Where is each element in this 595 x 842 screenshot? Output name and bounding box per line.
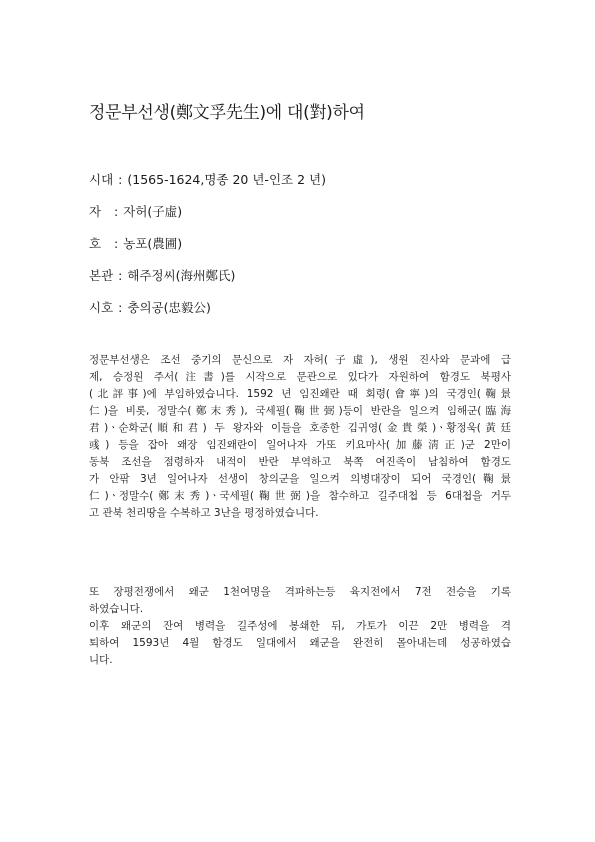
document-title: 정문부선생(鄭文孚先生)에 대(對)하여 [89,103,365,123]
paragraph-line: 彧) 등을 잡아 왜장 임진왜란이 일어나자 가또 키요마사(加藤淸正)군 2만이 [89,439,511,451]
meta-separator: : [118,268,123,283]
paragraph-biography [89,352,511,522]
meta-separator: : [114,204,119,219]
paragraph-line: 동북 조선을 점령하자 내적이 반란 부역하고 북쪽 여진족이 남침하여 함경도 [89,456,511,468]
paragraph-line: 가 안팎 3년 일어나자 선생이 창의군을 일으켜 의병대장이 되어 국경인(鞠景 [89,473,511,485]
meta-era-value: (1565-1624,명종 20 년-인조 2 년) [127,172,326,187]
meta-courtesy-value: 자허(子虛) [123,204,183,219]
meta-pen-name-value: 농포(農圃) [123,236,183,251]
meta-pen-name-label: 호 [89,236,110,251]
paragraph-line: 고 관북 천리땅을 수복하고 3난을 평정하였습니다. [89,507,319,519]
paragraph-line: (北評事)에 부임하였습니다. 1592 년 임진왜란 때 회령(會寧)의 국경인(鞠景 [89,388,511,400]
paragraph-line: 하였습니다. [89,603,144,615]
paragraph-line: 퇴하여 1593년 4월 함경도 일대에서 왜군을 완전히 몰아내는데 성공하였습 [89,637,511,649]
meta-clan-label: 본관 [89,268,114,283]
meta-courtesy-name [89,202,182,220]
paragraph-battles [89,584,511,669]
paragraph-line: 정문부선생은 조선 중기의 문신으로 자 자허(子虛), 생원 진사와 문과에 급 [89,354,511,366]
paragraph-line: 니다. [89,654,113,666]
paragraph-line: 이후 왜군의 잔여 병력을 길주성에 봉쇄한 뒤, 가토가 이끈 2만 병력을 격 [89,620,511,632]
paragraph-line: 仁)을 비롯, 정말수(鄭末秀), 국세필(鞠世弼)등이 반란을 일으켜 임해군(臨海 [89,405,511,417]
paragraph-line: 또 장평전쟁에서 왜군 1천여명을 격파하는등 육지전에서 7전 전승을 기록 [89,586,511,598]
meta-posthumous-name [89,298,211,316]
meta-separator: : [114,236,119,251]
meta-separator: : [118,300,123,315]
meta-separator: : [118,172,123,187]
meta-clan-value: 해주정씨(海州鄭氏) [127,268,236,283]
paragraph-line: 제, 승정원 주서(注書)를 시작으로 문관으로 있다가 자원하여 함경도 북평사 [89,371,511,383]
meta-pen-name [89,234,182,252]
meta-posthumous-label: 시호 [89,300,114,315]
paragraph-line: 君)ㆍ순화군(順和君) 두 왕자와 이들을 호종한 김귀영(金貴榮)ㆍ황정욱(黃廷 [89,422,511,434]
meta-posthumous-value: 충의공(忠毅公) [127,300,211,315]
paragraph-line: 仁)ㆍ정말수(鄭末秀)ㆍ국세필(鞠世弼)을 참수하고 길주대첩 등 6대첩을 거두 [89,490,511,502]
meta-era [89,170,326,188]
meta-clan-origin [89,266,235,284]
meta-era-label: 시대 [89,172,114,187]
meta-courtesy-label: 자 [89,204,110,219]
